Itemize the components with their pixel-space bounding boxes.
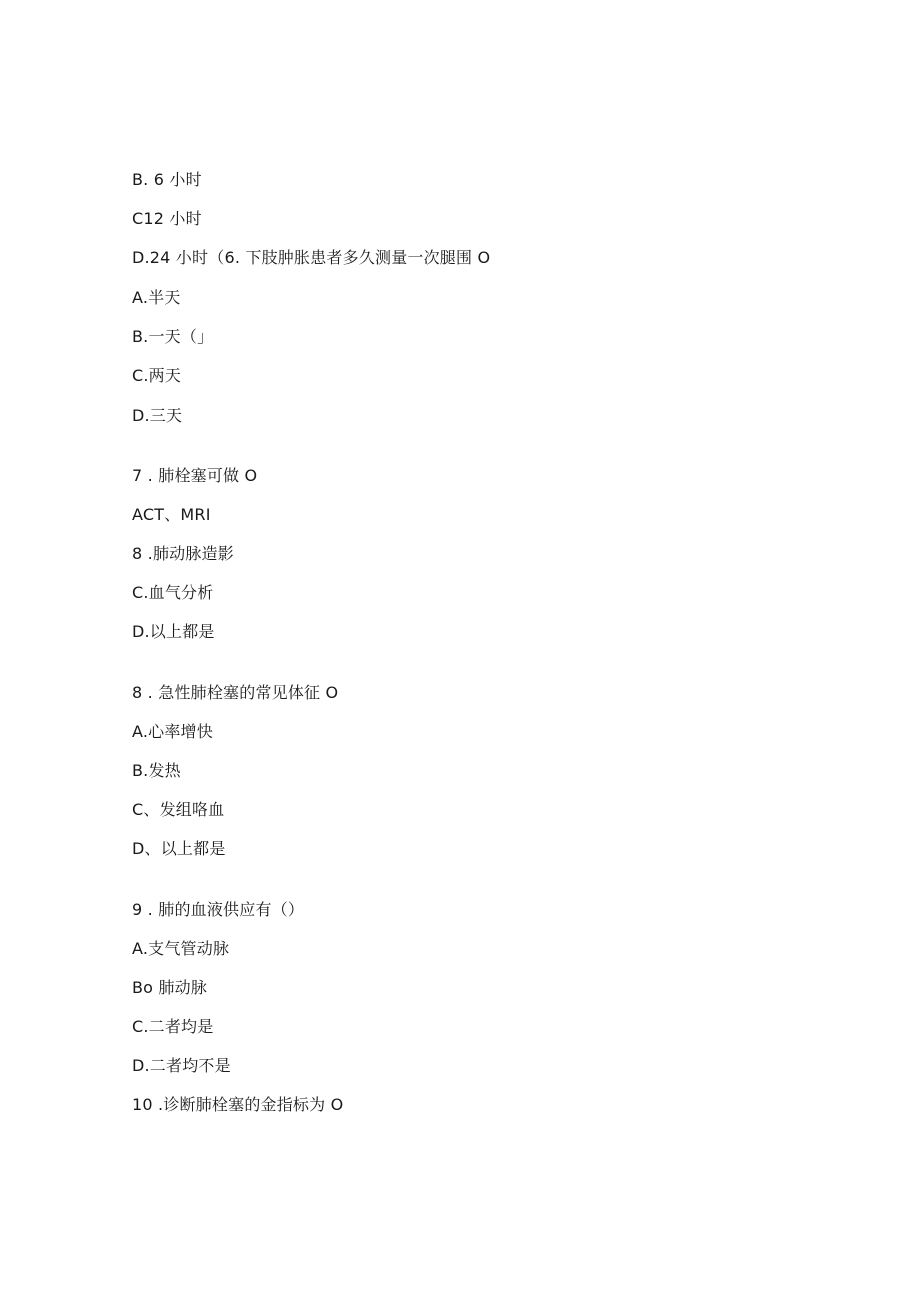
q8-option-a: A.心率增快 <box>132 722 213 741</box>
q7-option-c: C.血气分析 <box>132 583 214 602</box>
q6-option-c: C.两天 <box>132 366 182 385</box>
q8-option-b: B.发热 <box>132 761 181 780</box>
question-8: 8 . 急性肺栓塞的常见体征 O <box>132 683 339 702</box>
q9-option-c: C.二者均是 <box>132 1017 214 1036</box>
q6-option-d: D.三天 <box>132 406 183 425</box>
q8-option-d: D、以上都是 <box>132 839 226 858</box>
q7-option-d: D.以上都是 <box>132 622 215 641</box>
question-7: 7 . 肺栓塞可做 O <box>132 466 258 485</box>
q9-option-d: D.二者均不是 <box>132 1056 231 1075</box>
question-9: 9 . 肺的血液供应有（） <box>132 900 305 919</box>
q7-option-b: 8 .肺动脉造影 <box>132 544 234 563</box>
option-c-12-hours: C12 小时 <box>132 209 202 228</box>
q6-option-a: A.半天 <box>132 288 181 307</box>
q6-option-b: B.一天（」 <box>132 327 214 346</box>
option-d-and-question-6: D.24 小时（6. 下肢肿胀患者多久测量一次腿围 O <box>132 248 491 267</box>
q7-option-a: ACT、MRI <box>132 505 211 524</box>
question-10: 10 .诊断肺栓塞的金指标为 O <box>132 1095 344 1114</box>
q9-option-b: Bo 肺动脉 <box>132 978 208 997</box>
q9-option-a: A.支气管动脉 <box>132 939 230 958</box>
option-b-6-hours: B. 6 小时 <box>132 170 202 189</box>
q8-option-c: C、发组咯血 <box>132 800 225 819</box>
